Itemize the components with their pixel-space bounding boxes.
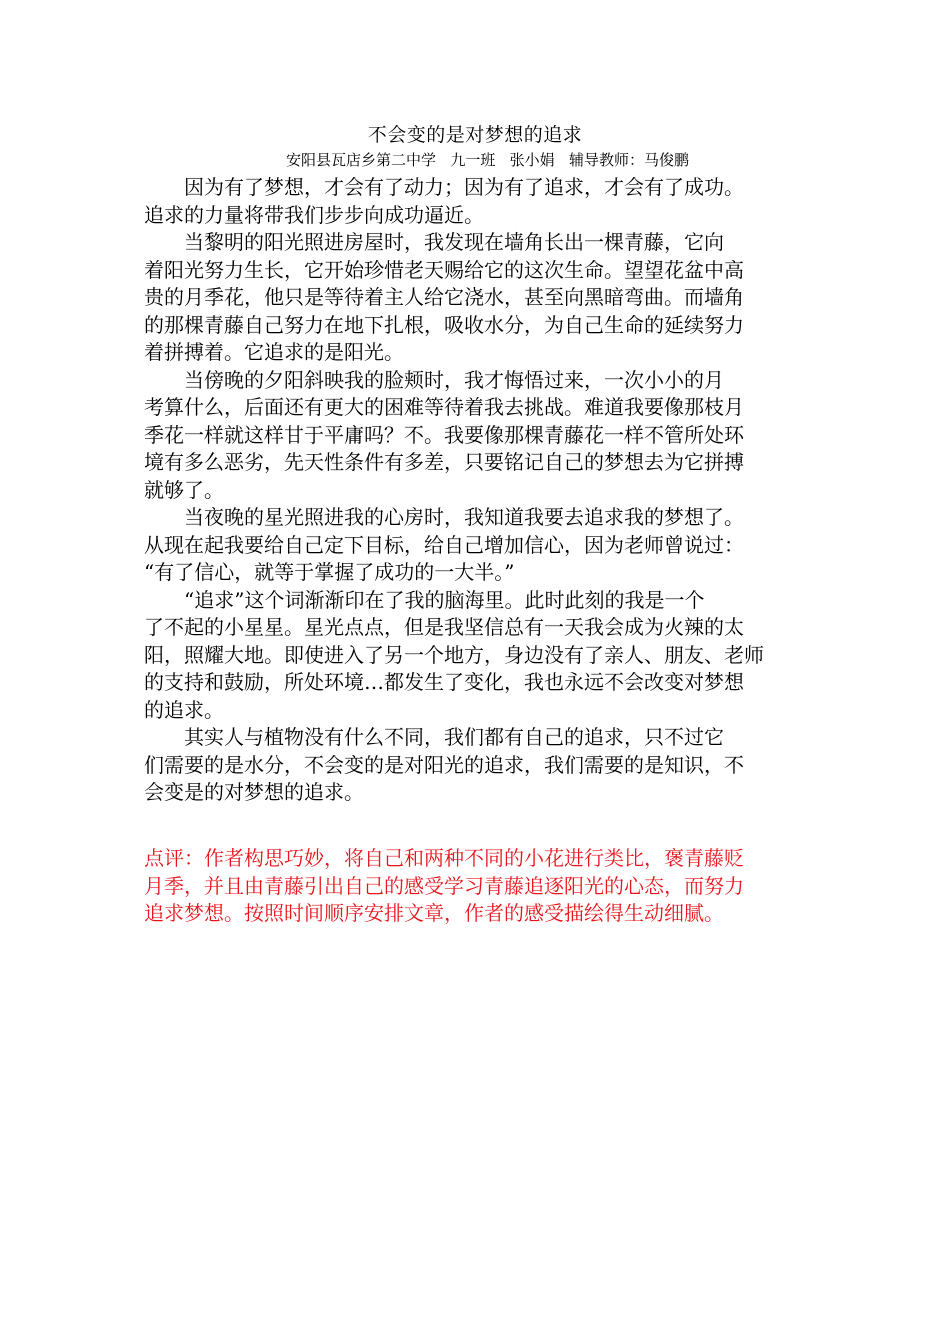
essay-line: 了不起的小星星。星光点点，但是我坚信总有一天我会成为火辣的太 bbox=[144, 615, 744, 639]
essay-line: 贵的月季花，他只是等待着主人给它浇水，甚至向黑暗弯曲。而墙角 bbox=[144, 285, 744, 309]
essay-line: 追求的力量将带我们步步向成功逼近。 bbox=[144, 202, 484, 227]
essay-byline: 安阳县瓦店乡第二中学 九一班 张小娟 辅导教师：马俊鹏 bbox=[286, 151, 689, 169]
teacher-comment bbox=[144, 845, 808, 928]
essay-line: 其实人与植物没有什么不同，我们都有自己的追求，只不过它 bbox=[144, 725, 724, 749]
essay-line: 阳，照耀大地。即使进入了另一个地方，身边没有了亲人、朋友、老师 bbox=[144, 642, 764, 667]
essay-line: 就够了。 bbox=[144, 477, 224, 502]
essay-line: 当傍晚的夕阳斜映我的脸颊时，我才悔悟过来，一次小小的月 bbox=[144, 367, 724, 392]
essay-line: 境有多么恶劣，先天性条件有多差，只要铭记自己的梦想去为它拼搏 bbox=[144, 450, 744, 474]
comment-line: 月季，并且由青藤引出自己的感受学习青藤追逐阳光的心态，而努力 bbox=[144, 873, 744, 898]
essay-line: 着阳光努力生长，它开始珍惜老天赐给它的这次生命。望望花盆中高 bbox=[144, 257, 744, 282]
comment-line: 点评：作者构思巧妙，将自己和两种不同的小花进行类比，褒青藤贬 bbox=[144, 846, 744, 870]
essay-line: 当夜晚的星光照进我的心房时，我知道我要去追求我的梦想了。 bbox=[144, 505, 744, 529]
essay-line: 的支持和鼓励，所处环境…都发生了变化，我也永远不会改变对梦想 bbox=[144, 670, 744, 694]
essay-line: 考算什么，后面还有更大的困难等待着我去挑战。难道我要像那枝月 bbox=[144, 395, 744, 419]
essay-title: 不会变的是对梦想的追求 bbox=[367, 124, 583, 146]
essay-line: 因为有了梦想，才会有了动力；因为有了追求，才会有了成功。 bbox=[144, 175, 744, 199]
essay-body bbox=[144, 174, 808, 807]
essay-line: “追求”这个词渐渐印在了我的脑海里。此时此刻的我是一个 bbox=[144, 587, 705, 612]
essay-line: 季花一样就这样甘于平庸吗？不。我要像那棵青藤花一样不管所处环 bbox=[144, 422, 744, 447]
essay-line: 的那棵青藤自己努力在地下扎根，吸收水分，为自己生命的延续努力 bbox=[144, 312, 744, 337]
essay-line: 着拼搏着。它追求的是阳光。 bbox=[144, 340, 404, 364]
essay-line: 们需要的是水分，不会变的是对阳光的追求，我们需要的是知识，不 bbox=[144, 752, 744, 777]
essay-line: 当黎明的阳光照进房屋时，我发现在墙角长出一棵青藤，它向 bbox=[144, 230, 724, 254]
essay-line: 的追求。 bbox=[144, 697, 224, 722]
essay-line: 从现在起我要给自己定下目标，给自己增加信心，因为老师曾说过： bbox=[144, 532, 744, 557]
essay-line: 会变是的对梦想的追求。 bbox=[144, 780, 364, 804]
comment-line: 追求梦想。按照时间顺序安排文章，作者的感受描绘得生动细腻。 bbox=[144, 901, 724, 925]
essay-line: “有了信心，就等于掌握了成功的一大半。” bbox=[144, 560, 515, 584]
